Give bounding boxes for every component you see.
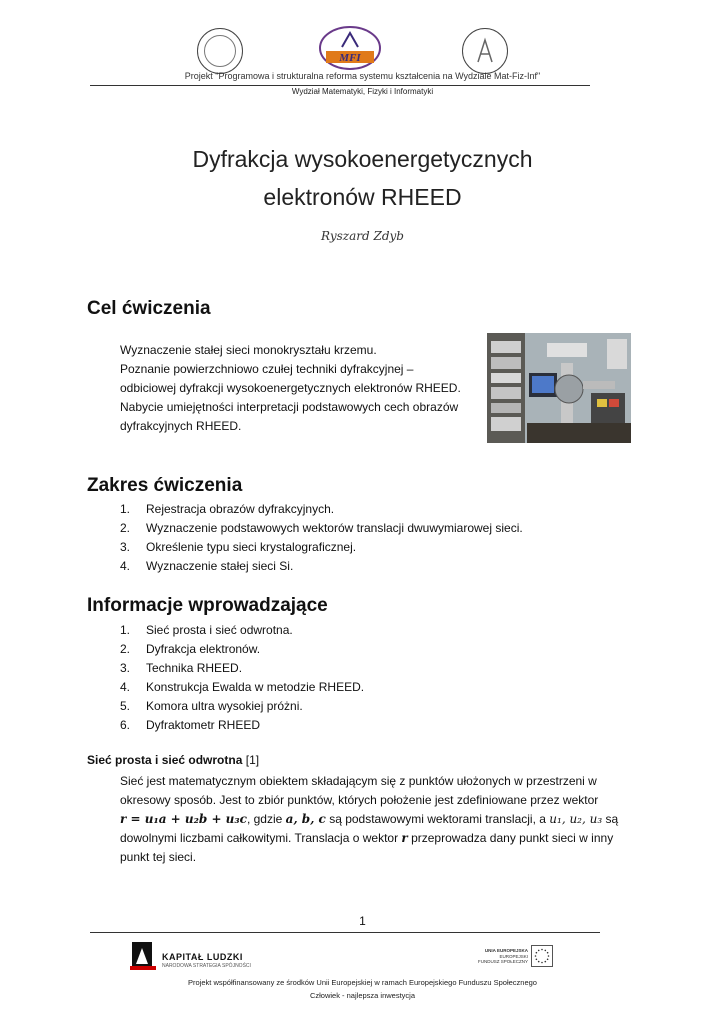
list-text: Konstrukcja Ewalda w metodzie RHEED. (146, 680, 365, 694)
cel-line: Poznanie powierzchniowo czułej techniki dyfrakcyjnej – (120, 362, 414, 376)
section-heading-zakres: Zakres ćwiczenia (87, 475, 243, 496)
paragraph-line: okresowy sposób. Jest to zbiór punktów, których położenie jest zdefiniowane przez wektor (120, 793, 599, 807)
list-number: 1. (120, 502, 131, 516)
list-item (120, 519, 523, 538)
document-title-line2: elektronów RHEED (263, 184, 462, 210)
list-text: Wyznaczenie podstawowych wektorów translacji dwuwymiarowej sieci. (146, 521, 523, 535)
list-text: Komora ultra wysokiej próżni. (146, 699, 303, 713)
paragraph-text: dowolnymi liczbami całkowitymi. Translacja o wektor (120, 831, 402, 845)
cel-line: dyfrakcyjnych RHEED. (120, 419, 242, 433)
paragraph-line: punkt tej sieci. (120, 850, 197, 864)
cel-text (120, 341, 480, 436)
document-title-line1: Dyfrakcja wysokoenergetycznych (192, 146, 533, 172)
page-number: 1 (359, 914, 366, 928)
ue-line: FUNDUSZ SPOŁECZNY (477, 959, 528, 964)
project-line: Projekt "Programowa i strukturalna reforma systemu kształcenia na Wydziale Mat-Fiz-Inf" (184, 71, 541, 81)
citation: [1] (245, 753, 260, 767)
kapital-ludzki-subtitle: NARODOWA STRATEGIA SPÓJNOŚCI (162, 963, 251, 969)
rheed-apparatus-photo (487, 333, 631, 443)
cel-line: Nabycie umiejętności interpretacji podstawowych cech obrazów (120, 400, 459, 414)
author: Ryszard Zdyb (321, 229, 404, 243)
list-text: Technika RHEED. (146, 661, 243, 675)
list-number: 4. (120, 680, 131, 694)
list-item (120, 640, 364, 659)
cofinanced-note: Projekt współfinansowany ze środków Unii Europejskiej w ramach Europejskiego Funduszu Społecznego (188, 978, 537, 987)
mfi-logo (318, 25, 382, 71)
list-item (120, 500, 523, 519)
list-number: 6. (120, 718, 131, 732)
siec-paragraph (120, 772, 640, 867)
ue-line: EUROPEJSKI (499, 953, 528, 959)
kapital-ludzki-text: KAPITAŁ LUDZKI (162, 952, 243, 962)
list-text: Dyfraktometr RHEED (146, 718, 261, 732)
paragraph-line-with-math (120, 810, 640, 829)
list-number: 2. (120, 521, 131, 535)
basis-vectors: a, b, c (285, 812, 326, 826)
paragraph-text: , gdzie (246, 812, 286, 826)
paragraph-text: są podstawowymi wektorami translacji, a (325, 812, 550, 826)
list-text: Dyfrakcja elektronów. (146, 642, 261, 656)
list-item (120, 716, 364, 735)
list-item (120, 557, 523, 576)
list-number: 1. (120, 623, 131, 637)
list-item (120, 659, 364, 678)
list-item (120, 538, 523, 557)
list-number: 2. (120, 642, 131, 656)
paragraph-line-with-math (120, 829, 640, 848)
list-number: 3. (120, 540, 131, 554)
coefficients: u₁, u₂, u₃ (549, 812, 603, 826)
lattice-vector-equation: r = u₁a + u₂b + u₃c (120, 812, 247, 826)
umcs-logo (197, 28, 243, 74)
subsection-heading (87, 753, 259, 767)
paragraph-text: przeprowadza dany punkt sieci w inny (407, 831, 614, 845)
eu-flag-icon (531, 945, 553, 967)
mfi-logo-text: MFI (339, 52, 361, 64)
paragraph-line: Sieć jest matematycznym obiektem składającym się z punktów ułożonych w przestrzeni w (120, 774, 597, 788)
list-number: 5. (120, 699, 131, 713)
section-heading-informacje: Informacje wprowadzające (87, 595, 328, 616)
list-number: 4. (120, 559, 131, 573)
list-text: Określenie typu sieci krystalograficznej. (146, 540, 357, 554)
ue-line: UNIA EUROPEJSKA (484, 948, 528, 953)
footer-divider (90, 932, 600, 933)
subsection-title: Sieć prosta i sieć odwrotna (87, 753, 243, 767)
list-text: Wyznaczenie stałej sieci Si. (146, 559, 294, 573)
faculty-line: Wydział Matematyki, Fizyki i Informatyki (291, 87, 434, 96)
list-text: Rejestracja obrazów dyfrakcyjnych. (146, 502, 335, 516)
vector-r: r (401, 831, 408, 845)
ue-efs-label (470, 948, 528, 965)
kapital-ludzki-logo (128, 940, 158, 972)
paragraph-text: są (602, 812, 619, 826)
faculty-logo (462, 28, 508, 74)
cel-line: Wyznaczenie stałej sieci monokryształu krzemu. (120, 343, 377, 357)
list-item (120, 678, 364, 697)
section-heading-cel: Cel ćwiczenia (87, 298, 211, 319)
list-text: Sieć prosta i sieć odwrotna. (146, 623, 293, 637)
header-divider (90, 85, 590, 86)
slogan: Człowiek - najlepsza inwestycja (309, 991, 416, 1000)
zakres-list (120, 500, 523, 576)
cel-line: odbiciowej dyfrakcji wysokoenergetycznych elektronów RHEED. (120, 381, 461, 395)
list-number: 3. (120, 661, 131, 675)
list-item (120, 621, 364, 640)
list-item (120, 697, 364, 716)
informacje-list (120, 621, 364, 735)
